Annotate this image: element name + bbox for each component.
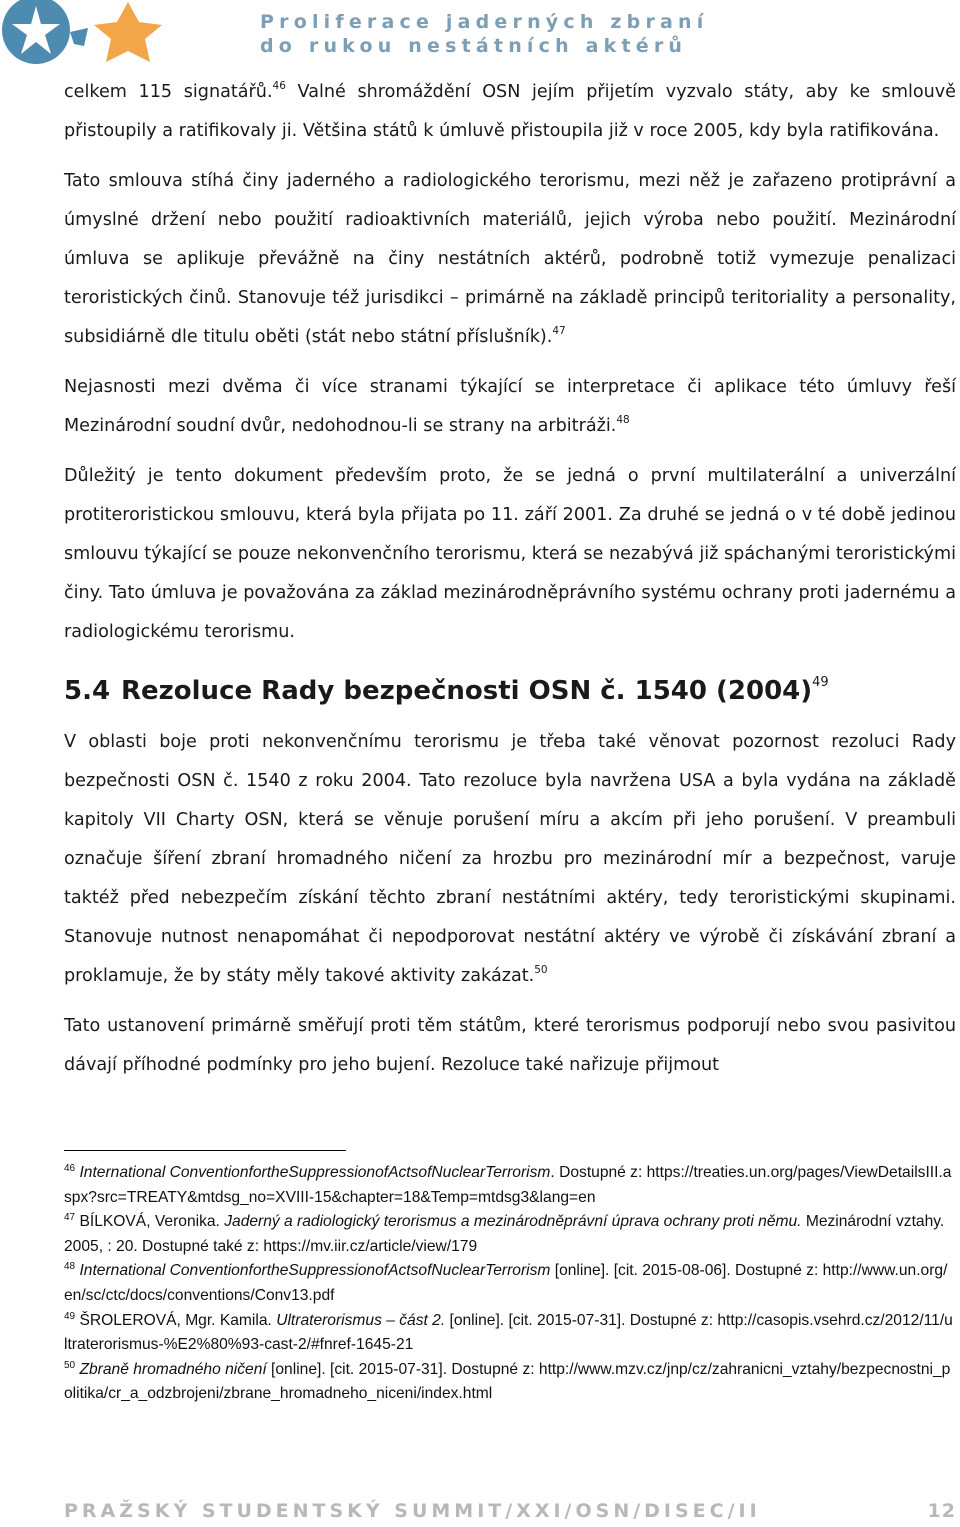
paragraph-6: Tato ustanovení primárně směřují proti těm státům, které terorismus podporují nebo svou pasivitou dávají příhodné podmínky pro jeho bujení. Rezoluce také nařizuje přijmout xyxy=(64,1016,956,1075)
paragraph-4: Důležitý je tento dokument především proto, že se jedná o první multilaterální a univerzální protiteroristickou smlouvu, která byla přijata po 11. září 2001. Za druhé se jedná o v té době jedinou smlouvu týkající se pouze nekonvenčního terorismu, která se nezabývá již spáchanými teroristickými činy. Tato úmluva je považována za základ mezinárodněprávního systému ochrany proti jadernému a radiologickému terorismu. xyxy=(64,466,956,642)
footnote-number: 48 xyxy=(64,1261,76,1273)
footnote-text: . Dostupné z: https://treaties.un.org/pages/ViewDetailsIII.aspx?src=TREATY&mtdsg_no=XVIII-15&chapter=18&Temp=mtdsg3&lang=en xyxy=(64,1164,952,1206)
footnote-number: 47 xyxy=(64,1212,76,1224)
footnote-text: BÍLKOVÁ, Veronika. xyxy=(79,1213,225,1231)
page-footer xyxy=(64,1500,956,1522)
paragraph-1 xyxy=(64,73,956,151)
footnote-47 xyxy=(64,1210,954,1259)
paragraph-text: celkem 115 signatářů. xyxy=(64,82,273,102)
section-heading xyxy=(64,669,956,713)
footnote-46 xyxy=(64,1161,954,1210)
paragraph-3 xyxy=(64,368,956,446)
footnote-title: International ConventionfortheSuppressionofActsofNuclearTerrorism xyxy=(79,1262,551,1280)
paragraph-text: Nejasnosti mezi dvěma či více stranami týkající se interpretace či aplikace této úmluvy řeší Mezinárodní soudní dvůr, nedohodnou-li se strany na arbitráži. xyxy=(64,377,956,436)
footnote-number: 46 xyxy=(64,1163,76,1174)
footnote-text: Mezinárodní vztahy. 2005, : 20. Dostupné také z: https://mv.iir.cz/article/view/179 xyxy=(64,1213,945,1255)
footnotes xyxy=(64,1161,954,1407)
footnote-title: Ultraterorismus – část 2. xyxy=(276,1311,446,1329)
document-header xyxy=(260,10,709,58)
footnote-ref-50[interactable]: 50 xyxy=(534,964,548,976)
footnote-ref-48[interactable]: 48 xyxy=(616,414,630,426)
footnote-50 xyxy=(64,1358,954,1407)
footnote-number: 49 xyxy=(64,1310,76,1322)
footnote-separator xyxy=(64,1150,346,1151)
section-title: Rezoluce Rady bezpečnosti OSN č. 1540 (2004) xyxy=(121,676,813,706)
footnote-text: [online]. [cit. 2015-07-31]. Dostupné z: http://www.mzv.cz/jnp/cz/zahranicni_vztahy/bezpecnostni_politika/cr_a_odzbrojeni/zbrane_hromadneho_niceni/index.html xyxy=(64,1360,951,1403)
page-number: 12 xyxy=(927,1500,956,1522)
section-number: 5.4 xyxy=(64,676,111,706)
footnote-ref-46[interactable]: 46 xyxy=(272,80,286,92)
paragraph-2 xyxy=(64,162,956,357)
paragraph-5 xyxy=(64,723,956,996)
footnote-48 xyxy=(64,1259,954,1308)
footnote-ref-47[interactable]: 47 xyxy=(552,325,566,337)
main-content xyxy=(64,73,956,1085)
footnote-title: International ConventionfortheSuppressionofActsofNuclearTerrorism xyxy=(79,1164,551,1181)
footnote-ref-49[interactable]: 49 xyxy=(812,675,829,690)
footnote-title: Zbraně hromadného ničení xyxy=(79,1360,267,1378)
header-line-1: Proliferace jaderných zbraní xyxy=(260,11,709,33)
footer-text: PRAŽSKÝ STUDENTSKÝ SUMMIT/XXI/OSN/DISEC/II xyxy=(64,1500,761,1522)
footnote-number: 50 xyxy=(64,1359,76,1371)
footnote-text: [online]. [cit. 2015-07-31]. Dostupné z: http://casopis.vsehrd.cz/2012/11/ultraterorismus-%E2%80%93-cast-2/#fnref-1645-21 xyxy=(64,1311,953,1354)
summit-logo xyxy=(0,0,175,66)
footnote-title: Jaderný a radiologický terorismus a mezinárodněprávní úprava ochrany proti němu. xyxy=(224,1213,802,1231)
footnote-49 xyxy=(64,1309,954,1358)
paragraph-text: V oblasti boje proti nekonvenčnímu terorismu je třeba také věnovat pozornost rezoluci Rady bezpečnosti OSN č. 1540 z roku 2004. Tato rezoluce byla navržena USA a byla vydána na základě kapitoly VII Charty OSN, která se věnuje porušení míru a akcím při jeho porušení. V preambuli označuje šíření zbraní hromadného ničení za hrozbu pro mezinárodní mír a bezpečnost, varuje taktéž před nebezpečím získání těchto zbraní nestátními aktéry, tedy teroristickými skupinami. Stanovuje nutnost nenapomáhat či nepodporovat nestátní aktéry ve výrobě či získávání zbraní a proklamuje, že by státy měly takové aktivity zakázat. xyxy=(64,732,956,986)
paragraph-text: Tato smlouva stíhá činy jaderného a radiologického terorismu, mezi něž je zařazeno protiprávní a úmyslné držení nebo použití radioaktivních materiálů, jejich výroba nebo použití. Mezinárodní úmluva se aplikuje převážně na činy nestátních aktérů, podrobně totiž vymezuje penalizaci teroristických činů. Stanovuje též jurisdikci – primárně na základě principů teritoriality a personality, subsidiárně dle titulu oběti (stát nebo státní příslušník). xyxy=(64,171,956,347)
footnote-text: ŠROLEROVÁ, Mgr. Kamila. xyxy=(79,1311,277,1329)
header-line-2: do rukou nestátních aktérů xyxy=(260,35,688,57)
footnote-text: [online]. [cit. 2015-08-06]. Dostupné z: http://www.un.org/en/sc/ctc/docs/conventions/Conv13.pdf xyxy=(64,1262,948,1304)
paragraph-text: Valné shromáždění OSN jejím přijetím vyzvalo státy, aby ke smlouvě přistoupily a ratifikovaly ji. Většina států k úmluvě přistoupila již v roce 2005, kdy byla ratifikována. xyxy=(64,82,956,141)
